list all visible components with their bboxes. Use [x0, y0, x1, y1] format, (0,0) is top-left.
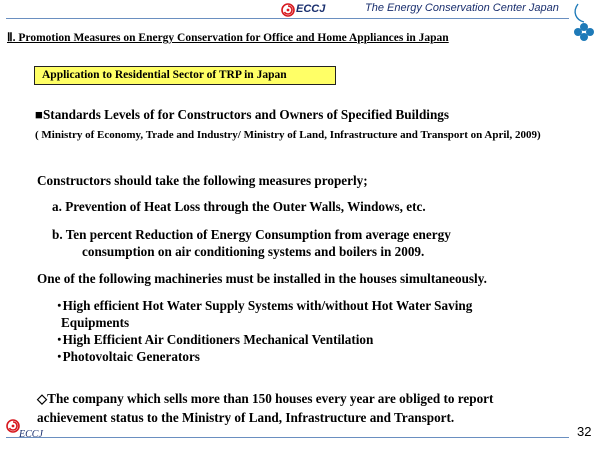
- machinery-item-1-line1: ･High efficient Hot Water Supply Systems with/without Hot Water Saving: [56, 298, 473, 313]
- label-box: Application to Residential Sector of TRP in Japan: [34, 66, 336, 85]
- company-note-line2: achievement status to the Ministry of Land, Infrastructure and Transport.: [37, 410, 455, 425]
- ministry-note: ( Ministry of Economy, Trade and Industry/ Ministry of Land, Infrastructure and Transport on April, 2009): [35, 129, 541, 141]
- machinery-item-2: ･High Efficient Air Conditioners Mechanical Ventilation: [56, 332, 374, 347]
- eccj-logo-icon: [281, 3, 295, 17]
- machinery-item-3: ･Photovoltaic Generators: [56, 349, 200, 364]
- header-logo-text: ECCJ: [296, 3, 326, 15]
- footer-logo-icon: [6, 419, 20, 433]
- organization-name: The Energy Conservation Center Japan: [365, 2, 559, 14]
- company-note-line1: ◇The company which sells more than 150 houses every year are obliged to report: [37, 391, 494, 406]
- measure-item-b-line2: consumption on air conditioning systems and boilers in 2009.: [82, 244, 425, 259]
- measure-item-a: a. Prevention of Heat Loss through the Outer Walls, Windows, etc.: [52, 199, 426, 214]
- page-number: 32: [577, 424, 592, 439]
- machineries-list: [56, 297, 472, 365]
- section-title: Ⅱ. Promotion Measures on Energy Conservation for Office and Home Appliances in Japan: [7, 32, 449, 44]
- standards-heading: ■Standards Levels of for Constructors and Owners of Specified Buildings: [35, 107, 450, 122]
- company-note: [37, 389, 493, 427]
- footer-logo-text: ECCJ: [19, 429, 43, 440]
- footer-divider: [6, 437, 569, 438]
- machinery-item-1-line2: Equipments: [61, 315, 130, 330]
- machineries-intro: One of the following machineries must be installed in the houses simultaneously.: [37, 271, 487, 286]
- header-bar: [0, 0, 600, 26]
- measure-item-b-line1: b. Ten percent Reduction of Energy Consumption from average energy: [52, 227, 451, 242]
- clover-logo-icon: [570, 2, 598, 44]
- header-divider: [6, 18, 569, 19]
- measure-item-b: [52, 226, 451, 260]
- constructors-intro: Constructors should take the following measures properly;: [37, 173, 368, 188]
